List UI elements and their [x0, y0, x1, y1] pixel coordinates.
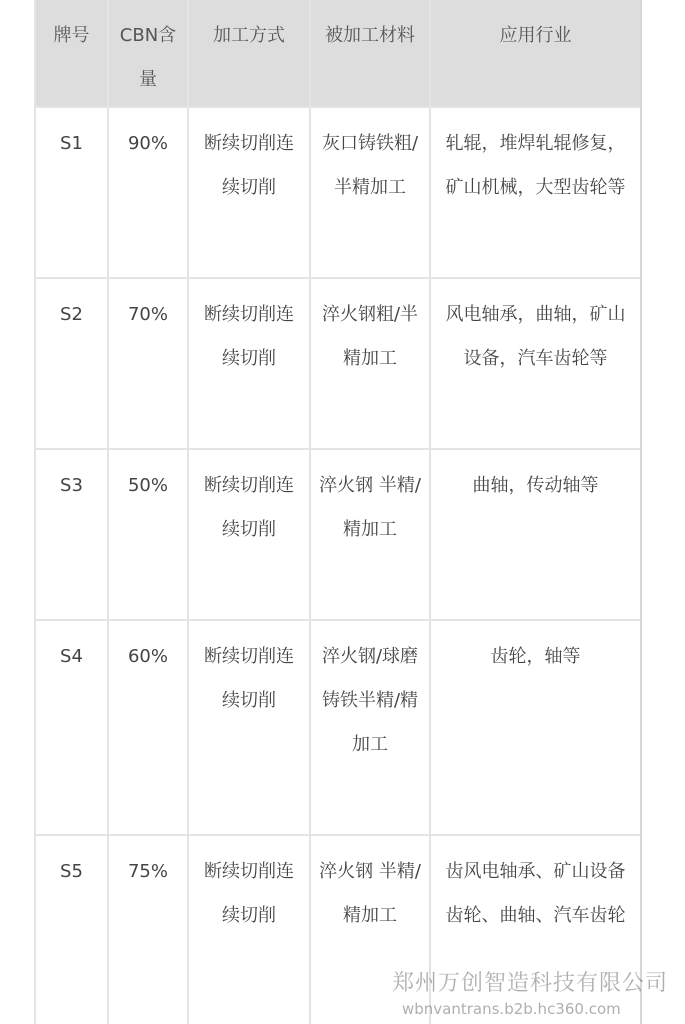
- cell-method: 断续切削连续切削: [188, 449, 310, 620]
- cell-industry: 曲轴，传动轴等: [430, 449, 641, 620]
- cell-industry: 齿轮，轴等: [430, 620, 641, 835]
- table-row: [35, 620, 641, 835]
- cell-grade: S3: [35, 449, 108, 620]
- cell-grade: S5: [35, 835, 108, 1024]
- cell-method: 断续切削连续切削: [188, 107, 310, 278]
- table-row: [35, 278, 641, 449]
- cell-material: 淬火钢/球磨铸铁半精/精加工: [310, 620, 430, 835]
- product-grade-table: [34, 0, 642, 1024]
- cell-material: 淬火钢粗/半精加工: [310, 278, 430, 449]
- header-application-industry: 应用行业: [430, 0, 641, 107]
- cell-cbn: 70%: [108, 278, 188, 449]
- cell-industry: 轧辊，堆焊轧辊修复，矿山机械，大型齿轮等: [430, 107, 641, 278]
- cell-cbn: 75%: [108, 835, 188, 1024]
- table-row: [35, 835, 641, 1024]
- cell-cbn: 50%: [108, 449, 188, 620]
- cell-method: 断续切削连续切削: [188, 835, 310, 1024]
- watermark-url: wbnvantrans.b2b.hc360.com: [402, 1000, 621, 1018]
- table-row: [35, 107, 641, 278]
- header-processing-method: 加工方式: [188, 0, 310, 107]
- cell-method: 断续切削连续切削: [188, 620, 310, 835]
- cell-material: 灰口铸铁粗/半精加工: [310, 107, 430, 278]
- cell-grade: S2: [35, 278, 108, 449]
- cell-method: 断续切削连续切削: [188, 278, 310, 449]
- cell-material: 淬火钢 半精/精加工: [310, 835, 430, 1024]
- header-cbn-content: CBN含量: [108, 0, 188, 107]
- watermark-company-name: 郑州万创智造科技有限公司: [392, 971, 669, 996]
- header-grade: 牌号: [35, 0, 108, 107]
- cell-material: 淬火钢 半精/精加工: [310, 449, 430, 620]
- table-header-row: [35, 0, 641, 107]
- cell-cbn: 90%: [108, 107, 188, 278]
- cell-industry: 风电轴承，曲轴，矿山设备，汽车齿轮等: [430, 278, 641, 449]
- cell-grade: S1: [35, 107, 108, 278]
- cell-grade: S4: [35, 620, 108, 835]
- table-row: [35, 449, 641, 620]
- cell-industry: 齿风电轴承、矿山设备齿轮、曲轴、汽车齿轮: [430, 835, 641, 1024]
- header-workpiece-material: 被加工材料: [310, 0, 430, 107]
- cell-cbn: 60%: [108, 620, 188, 835]
- page-right-border: [640, 0, 642, 1024]
